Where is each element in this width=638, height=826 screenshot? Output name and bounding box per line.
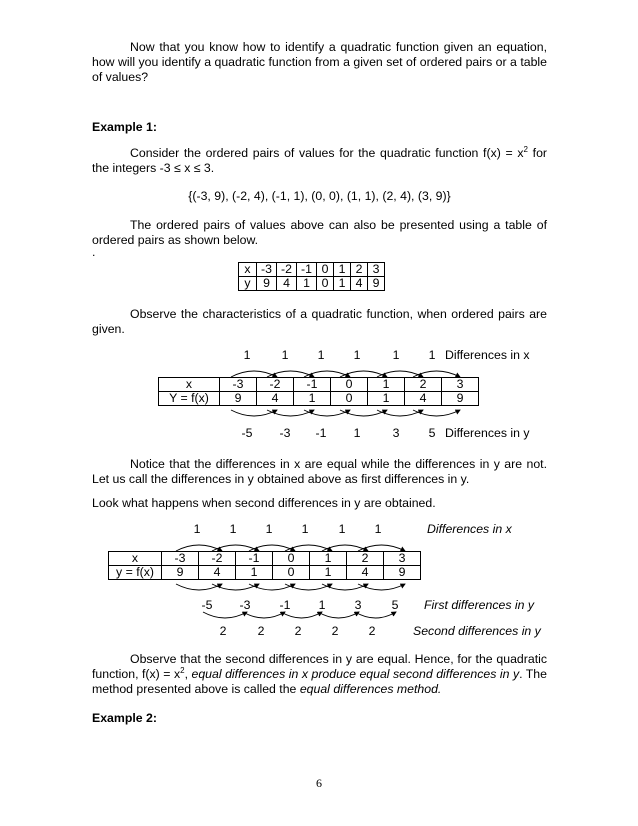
table-cell: 4 xyxy=(199,566,236,580)
table-cell: 0 xyxy=(331,378,368,392)
page-number: 6 xyxy=(316,776,322,790)
table-cell: Y = f(x) xyxy=(159,392,220,406)
observe-paragraph: Observe the characteristics of a quadratic function, when ordered pairs are given. xyxy=(92,307,547,336)
table-cell: 9 xyxy=(368,277,385,291)
conclusion-text: , xyxy=(184,667,192,681)
diff-y-value: -5 xyxy=(201,598,213,612)
diff-y-value: 5 xyxy=(391,598,399,612)
table-cell: 0 xyxy=(273,552,310,566)
difference-y-arrow xyxy=(304,410,350,416)
table-cell: 1 xyxy=(310,552,347,566)
diff-y-label: Differences in y xyxy=(445,426,530,440)
table-cell: -2 xyxy=(199,552,236,566)
difference-y-arrow xyxy=(176,584,222,590)
diff-x-value: 1 xyxy=(301,522,309,536)
diff-y-value: 1 xyxy=(318,598,326,612)
table-cell: -3 xyxy=(162,552,199,566)
table-cell: 9 xyxy=(384,566,421,580)
table-cell: 2 xyxy=(351,263,368,277)
first-diff-y-label: First differences in y xyxy=(424,598,535,612)
exponent: 2 xyxy=(523,144,528,154)
notice-paragraph: Notice that the differences in x are equal while the differences in y are not. Let us call the differences in y obtained above as first differences in y. xyxy=(92,457,547,486)
difference-y-arrow xyxy=(322,584,368,590)
difference-y-arrow xyxy=(267,410,314,416)
table-cell: 9 xyxy=(442,392,479,406)
difference-y-arrow xyxy=(340,410,387,416)
second-difference-arrow xyxy=(281,612,322,618)
table-cell: y = f(x) xyxy=(109,566,162,580)
diff-x-value: 1 xyxy=(229,522,237,536)
table-cell: 9 xyxy=(257,277,277,291)
table-cell: -2 xyxy=(257,378,294,392)
table-cell: 3 xyxy=(442,378,479,392)
difference-x-arrow xyxy=(176,545,222,551)
difference-x-arrow xyxy=(212,545,259,551)
difference-x-arrow xyxy=(322,545,368,551)
table-cell: 9 xyxy=(220,392,257,406)
difference-x-arrow xyxy=(358,545,405,551)
difference-x-arrow xyxy=(304,371,350,377)
diff-x-value: 1 xyxy=(428,348,436,362)
diff-y-value: 3 xyxy=(354,598,362,612)
diff-y-value: -1 xyxy=(279,598,291,612)
table-cell: 3 xyxy=(384,552,421,566)
difference-y-arrow xyxy=(249,584,295,590)
difference-x-arrow xyxy=(377,371,423,377)
second-difference-arrow xyxy=(318,612,359,618)
diff-x-value: 1 xyxy=(193,522,201,536)
table-cell: 0 xyxy=(273,566,310,580)
table-cell: 0 xyxy=(331,392,368,406)
exponent: 2 xyxy=(180,665,185,675)
conclusion-paragraph xyxy=(92,652,547,697)
second-difference-arrow xyxy=(203,612,247,618)
second-diff-y-label: Second differences in y xyxy=(413,624,541,638)
example-2-heading: Example 2: xyxy=(92,711,157,725)
diff-x-value: 1 xyxy=(392,348,400,362)
table-cell: 3 xyxy=(368,263,385,277)
diff-x-value: 1 xyxy=(353,348,361,362)
table-cell: 1 xyxy=(334,277,351,291)
table-cell: 0 xyxy=(317,277,334,291)
difference-y-arrow xyxy=(231,410,277,416)
consider-text-a: Consider the ordered pairs of values for the quadratic function f(x) = x xyxy=(130,146,524,160)
table-cell: 4 xyxy=(277,277,297,291)
table-cell: 1 xyxy=(236,566,273,580)
difference-x-arrow xyxy=(340,371,387,377)
table-cell: -1 xyxy=(236,552,273,566)
diff-x-value: 1 xyxy=(374,522,382,536)
diff-x-value: 1 xyxy=(281,348,289,362)
diff-y-value: -3 xyxy=(239,598,251,612)
conclusion-text: Observe that the second differences in y are equal. Hence, for the quadratic function, f(x) = x xyxy=(92,652,547,681)
diff-x-label: Differences in x xyxy=(427,522,512,536)
diff-x-value: 1 xyxy=(265,522,273,536)
stray-dot: . xyxy=(92,245,96,259)
diff-x-value: 1 xyxy=(317,348,325,362)
diff-y-value: 5 xyxy=(428,426,436,440)
table-cell: -1 xyxy=(294,378,331,392)
table-cell: -2 xyxy=(277,263,297,277)
second-diff-value: 2 xyxy=(368,624,376,638)
conclusion-text: . The method presented above is called the xyxy=(92,667,547,696)
table-cell: 4 xyxy=(257,392,294,406)
table-cell: 4 xyxy=(347,566,384,580)
table-cell: 4 xyxy=(351,277,368,291)
table-cell: 1 xyxy=(297,277,317,291)
diff-y-value: 3 xyxy=(392,426,400,440)
table-cell: -3 xyxy=(257,263,277,277)
table-cell: 9 xyxy=(162,566,199,580)
table-cell: -1 xyxy=(297,263,317,277)
table-cell: 1 xyxy=(368,378,405,392)
difference-y-arrow xyxy=(377,410,423,416)
table-intro-paragraph: The ordered pairs of values above can also be presented using a table of ordered pairs as shown below. xyxy=(92,218,547,247)
consider-text-b: for the integers -3 ≤ x ≤ 3. xyxy=(92,146,548,175)
second-diff-value: 2 xyxy=(294,624,302,638)
table-cell: 1 xyxy=(310,566,347,580)
table-cell: 0 xyxy=(317,263,334,277)
second-diff-value: 2 xyxy=(257,624,265,638)
table-cell: x xyxy=(109,552,162,566)
example-1-heading: Example 1: xyxy=(92,120,157,134)
difference-y-arrow xyxy=(285,584,332,590)
diff-x-label: Differences in x xyxy=(445,348,530,362)
look-paragraph: Look what happens when second differences in y are obtained. xyxy=(92,496,436,510)
table-cell: 2 xyxy=(405,378,442,392)
difference-y-arrow xyxy=(212,584,259,590)
second-diff-value: 2 xyxy=(219,624,227,638)
diff-y-value: -5 xyxy=(241,426,253,440)
difference-x-arrow xyxy=(249,545,295,551)
difference-x-arrow xyxy=(285,545,332,551)
table-cell: x xyxy=(239,263,257,277)
diff-x-value: 1 xyxy=(243,348,251,362)
table-cell: x xyxy=(159,378,220,392)
table-cell: -3 xyxy=(220,378,257,392)
diff-x-value: 1 xyxy=(338,522,346,536)
method-name: equal differences method. xyxy=(299,682,442,696)
table-cell: 1 xyxy=(368,392,405,406)
table-cell: y xyxy=(239,277,257,291)
conclusion-emphasis: equal differences in x produce equal second differences in y xyxy=(191,667,520,681)
difference-x-arrow xyxy=(231,371,277,377)
difference-x-arrow xyxy=(267,371,314,377)
ordered-pairs: {(-3, 9), (-2, 4), (-1, 1), (0, 0), (1, 1), (2, 4), (3, 9)} xyxy=(188,189,451,203)
difference-y-arrow xyxy=(413,410,460,416)
table-cell: 4 xyxy=(405,392,442,406)
table-cell: 1 xyxy=(294,392,331,406)
difference-y-arrow xyxy=(358,584,405,590)
diff-y-value: -3 xyxy=(279,426,291,440)
diff-y-value: 1 xyxy=(353,426,361,440)
difference-x-arrow xyxy=(413,371,460,377)
table-cell: 1 xyxy=(334,263,351,277)
intro-paragraph: Now that you know how to identify a quadratic function given an equation, how will you identify a quadratic function from a given set of ordered pairs or a table of values? xyxy=(92,40,547,84)
second-difference-arrow xyxy=(355,612,396,618)
second-diff-value: 2 xyxy=(331,624,339,638)
diff-y-value: -1 xyxy=(315,426,327,440)
second-difference-arrow xyxy=(243,612,285,618)
table-cell: 2 xyxy=(347,552,384,566)
